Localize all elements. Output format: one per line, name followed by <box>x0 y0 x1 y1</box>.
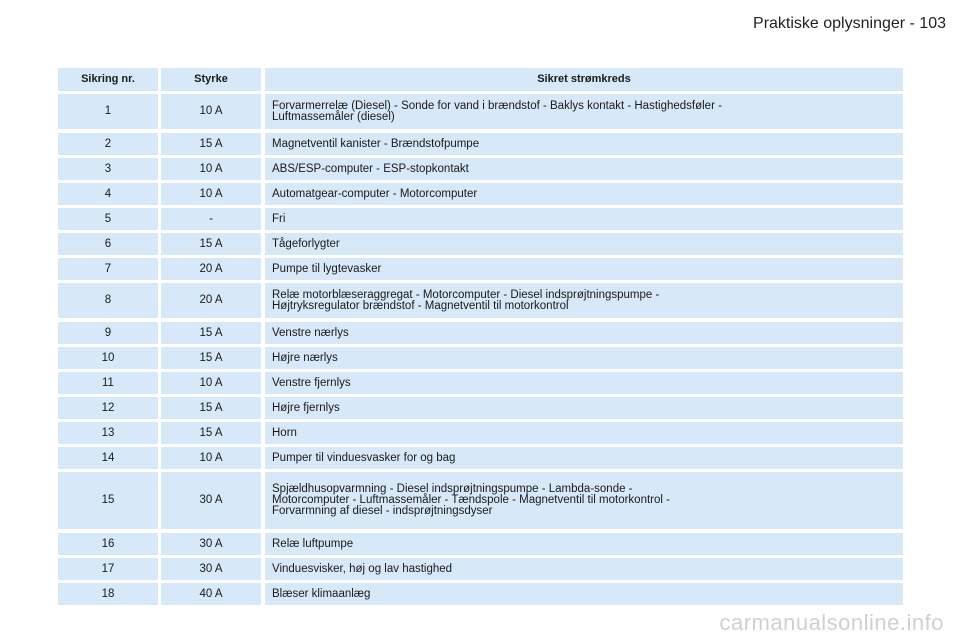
fuse-circuit <box>265 397 903 419</box>
fuse-table <box>58 68 903 608</box>
table-row <box>58 94 903 129</box>
fuse-circuit <box>265 208 903 230</box>
table-row <box>58 322 903 344</box>
fuse-rating: 15 A <box>161 133 261 155</box>
fuse-circuit <box>265 183 903 205</box>
table-row <box>58 133 903 155</box>
fuse-rating: 15 A <box>161 322 261 344</box>
fuse-rating: 20 A <box>161 258 261 280</box>
fuse-circuit <box>265 233 903 255</box>
fuse-circuit <box>265 422 903 444</box>
fuse-number: 6 <box>58 233 158 255</box>
fuse-rating: 30 A <box>161 558 261 580</box>
circuit-line: Motorcomputer - Luftmassemåler - Tændspole - Magnetventil til motorkontrol - <box>272 494 670 506</box>
fuse-circuit <box>265 583 903 605</box>
circuit-line: Venstre fjernlys <box>272 376 351 389</box>
fuse-rating: 10 A <box>161 158 261 180</box>
fuse-number: 8 <box>58 283 158 318</box>
table-row <box>58 422 903 444</box>
circuit-line: Horn <box>272 426 297 439</box>
table-row <box>58 208 903 230</box>
table-row <box>58 158 903 180</box>
fuse-number: 15 <box>58 472 158 529</box>
fuse-rating: 10 A <box>161 372 261 394</box>
fuse-circuit <box>265 158 903 180</box>
table-row <box>58 533 903 555</box>
circuit-line: Relæ motorblæseraggregat - Motorcomputer - Diesel indsprøjtningspumpe - <box>272 288 660 301</box>
fuse-rating: 30 A <box>161 533 261 555</box>
table-header-row <box>58 68 903 91</box>
column-header-nr: Sikring nr. <box>58 68 158 91</box>
fuse-rating: 10 A <box>161 447 261 469</box>
column-header-kreds: Sikret strømkreds <box>265 68 903 91</box>
fuse-rating: 15 A <box>161 422 261 444</box>
circuit-line: Tågeforlygter <box>272 237 340 250</box>
fuse-circuit <box>265 558 903 580</box>
table-row <box>58 183 903 205</box>
circuit-line: ABS/ESP-computer - ESP-stopkontakt <box>272 162 469 175</box>
fuse-number: 16 <box>58 533 158 555</box>
circuit-line: Magnetventil kanister - Brændstofpumpe <box>272 137 480 150</box>
table-row <box>58 347 903 369</box>
page-header: Praktiske oplysninger - 103 <box>753 15 946 32</box>
fuse-number: 14 <box>58 447 158 469</box>
fuse-circuit <box>265 322 903 344</box>
fuse-number: 10 <box>58 347 158 369</box>
table-row <box>58 397 903 419</box>
table-row <box>58 583 903 605</box>
fuse-rating: 30 A <box>161 472 261 529</box>
fuse-circuit <box>265 472 903 529</box>
circuit-line: Spjældhusopvarmning - Diesel indsprøjtningspumpe - Lambda-sonde - <box>272 483 633 495</box>
circuit-line: Blæser klimaanlæg <box>272 587 371 600</box>
watermark: carmanualsonline.info <box>719 610 944 635</box>
circuit-line: Højtryksregulator brændstof - Magnetventil til motorkontrol <box>272 299 569 312</box>
fuse-number: 5 <box>58 208 158 230</box>
fuse-number: 1 <box>58 94 158 129</box>
fuse-rating: 15 A <box>161 233 261 255</box>
fuse-rating: 15 A <box>161 397 261 419</box>
circuit-line: Pumper til vinduesvasker for og bag <box>272 451 456 464</box>
table-row <box>58 472 903 529</box>
fuse-number: 3 <box>58 158 158 180</box>
circuit-line: Fri <box>272 212 286 225</box>
fuse-circuit <box>265 533 903 555</box>
fuse-number: 9 <box>58 322 158 344</box>
column-header-styrke: Styrke <box>161 68 261 91</box>
fuse-circuit <box>265 347 903 369</box>
fuse-rating: - <box>161 208 261 230</box>
fuse-number: 17 <box>58 558 158 580</box>
table-row <box>58 233 903 255</box>
table-row <box>58 558 903 580</box>
fuse-number: 18 <box>58 583 158 605</box>
table-row <box>58 283 903 318</box>
circuit-line: Vinduesvisker, høj og lav hastighed <box>272 562 453 575</box>
circuit-line: Forvarmerrelæ (Diesel) - Sonde for vand i brændstof - Baklys kontakt - Hastighedsføler - <box>272 99 722 112</box>
fuse-number: 2 <box>58 133 158 155</box>
fuse-number: 11 <box>58 372 158 394</box>
circuit-line: Højre nærlys <box>272 351 338 364</box>
fuse-rating: 10 A <box>161 94 261 129</box>
fuse-circuit <box>265 372 903 394</box>
fuse-number: 4 <box>58 183 158 205</box>
circuit-line: Forvarmning af diesel - indsprøjtningsdyser <box>272 505 493 517</box>
circuit-line: Luftmassemåler (diesel) <box>272 110 395 123</box>
table-row <box>58 372 903 394</box>
fuse-circuit <box>265 94 903 129</box>
fuse-number: 12 <box>58 397 158 419</box>
circuit-line: Relæ luftpumpe <box>272 537 354 550</box>
fuse-circuit <box>265 133 903 155</box>
fuse-circuit <box>265 258 903 280</box>
fuse-rating: 10 A <box>161 183 261 205</box>
fuse-rating: 20 A <box>161 283 261 318</box>
fuse-circuit <box>265 447 903 469</box>
fuse-number: 13 <box>58 422 158 444</box>
circuit-line: Højre fjernlys <box>272 401 340 414</box>
fuse-rating: 40 A <box>161 583 261 605</box>
circuit-line: Pumpe til lygtevasker <box>272 262 382 275</box>
fuse-rating: 15 A <box>161 347 261 369</box>
circuit-line: Automatgear-computer - Motorcomputer <box>272 187 478 200</box>
fuse-circuit <box>265 283 903 318</box>
table-row <box>58 447 903 469</box>
circuit-line: Venstre nærlys <box>272 326 349 339</box>
fuse-number: 7 <box>58 258 158 280</box>
table-row <box>58 258 903 280</box>
